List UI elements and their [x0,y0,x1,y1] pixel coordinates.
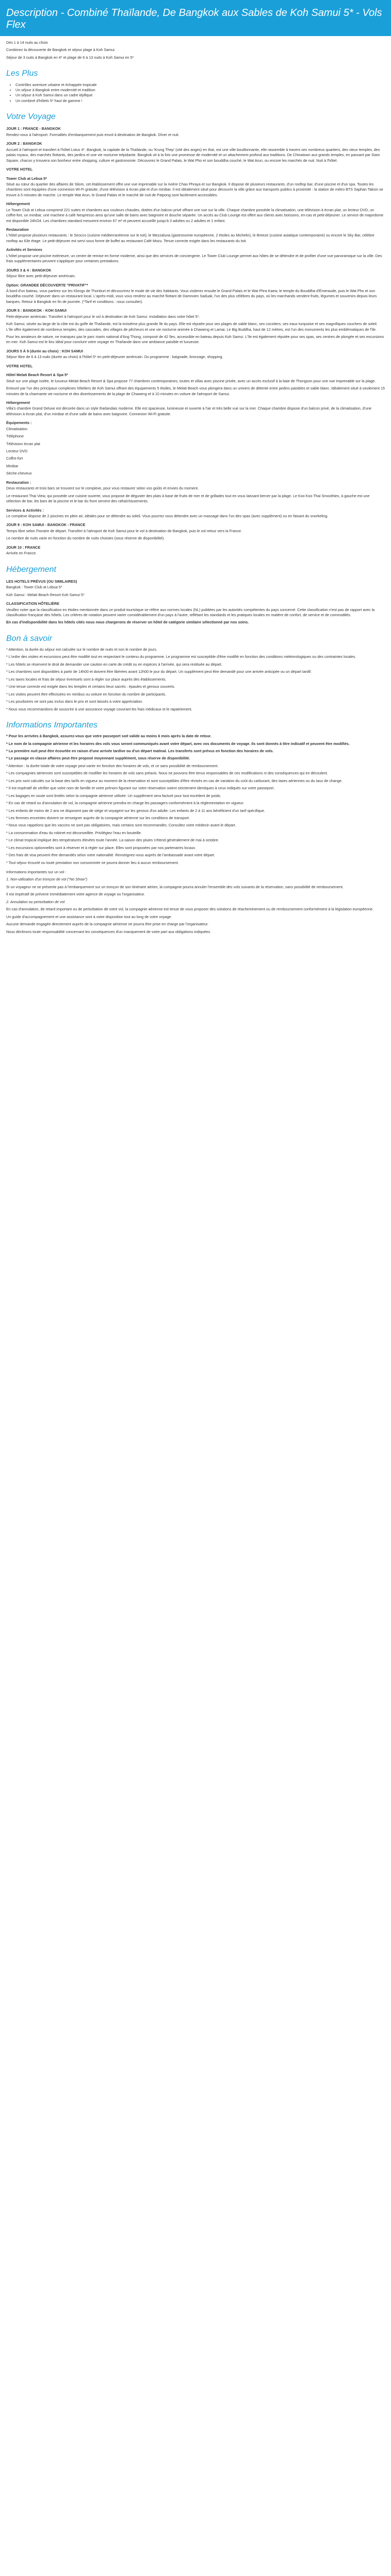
restauration-label: Restauration : [6,480,31,485]
footer-item: Il est impératif de prévenir immédiatement votre agence de voyage ou l'organisateur. [6,892,145,897]
availability-note: En cas d'indisponibilité dans les hôtels cités nous nous chargerons de réserver un hôtel de catégorie similaire sélectionné par nos soins. [6,620,249,625]
day-text: Koh Samui, située au large de la côte est du golfe de Thaïlande, est la troisième plus grande île du pays. Elle est réputée pour ses plages de sable blanc, ses cocotiers, ses eaux turquoise et ses magnifiques couchers de soleil. L'île offre également de nombreux temples, des cascades, des villages de pêcheurs et une vie nocturne animée à Chaweng et Lamai. Le Big Buddha, haut de 12 mètres, est l'un des monuments les plus emblématiques de l'île. [6,321,378,332]
day-title: JOUR 5 : BANGKOK - KOH SAMUI [6,308,67,313]
important-note: * Le passage en classe affaires peut être proposé moyennant supplément, sous réserve de disponibilité. [6,756,190,761]
day-text: Séjour libre avec petit-déjeuner américain. [6,274,76,279]
bon-a-savoir-heading: Bon à savoir [6,634,52,643]
equipement-item: Lecteur DVD [6,449,28,453]
equipement-item: Sèche-cheveux [6,471,32,476]
plus-item: • Un séjour à Koh Samui dans un cadre idyllique [15,93,385,98]
page-title: Description - Combiné Thaïlande, De Bangkok aux Sables de Koh Samui 5* - Vols Flex [6,7,382,30]
plus-heading: Les Plus [6,69,38,78]
note: * L'ordre des visites et excursions peut être modifié tout en respectant le contenu du programme. Le programme est susceptible d'être modifié en fonction des conditions météorologiques ou des contraintes locales. [6,654,356,659]
restauration-text: Deux restaurants et trois bars se trouvent sur le complexe, pour vous restaurer selon vos goûts et envies du moment. [6,486,199,491]
main-content [0,36,391,935]
info-note: * Il est impératif de vérifier que votre nom de famille et votre prénom figurant sur votre réservation soient strictement identiques à ceux indiqués sur votre passeport. [6,786,275,791]
services-text: Le complexe dispose de 2 piscines en plein air, idéales pour se détendre au soleil. Vous pourrez vous détendre avec un massage dans l'un des spas (avec supplément) ou en faisant du snorkeling. [6,513,329,518]
infos-bold-list [6,734,385,761]
important-note: * Pour les arrivées à Bangkok, assurez-vous que votre passeport soit valide au moins 6 mois après la date de retour. [6,734,211,739]
flight-info-footer [6,870,385,935]
plus-item: • Un combiné d'hôtels 5* haut de gamme ! [15,98,385,104]
hotels-label: LES HOTELS PRÉVUS (OU SIMILAIRES) [6,579,77,584]
day-text: Arrivée en France. [6,551,37,556]
info-note: * Le climat tropical implique des températures élevées toute l'année. La saison des pluies s'étend généralement de mai à octobre. [6,838,219,843]
info-note: * Tout séjour écourté ou toute prestation non consommée ne pourra donner lieu à aucun remboursement. [6,860,179,865]
activites-text: L'hôtel propose une piscine extérieure, un centre de remise en forme moderne, ainsi que des services de conciergerie. Le Tower Club Lounge permet aux hôtes de se détendre et de profiter d'une vue panoramique sur la ville. Des frais supplémentaires peuvent s'appliquer pour certaines prestations. [6,253,382,264]
day-title: JOUR 1 : FRANCE - BANGKOK [6,126,61,131]
day-title: JOUR 10 : FRANCE [6,545,41,550]
hotel-line: Bangkok : Tower Club at Lebua 5* [6,585,62,590]
footer-intro: Informations importantes sur un vol : [6,870,67,874]
note: * Les visites peuvent être effectuées en minibus ou voiture en fonction du nombre de participants. [6,691,166,697]
info-note: * La consommation d'eau du robinet est déconseillée. Privilégiez l'eau en bouteille. [6,830,142,835]
hotel-description: Le Tower Club at Lebua comprend 221 suites et chambres aux couleurs chaudes, dotées d'un balcon privé offrant une vue sur la ville. Chaque chambre possède la climatisation, une télévision à écran plat, un lecteur DVD, un coffre-fort, un minibar, une machine à café Nespresso ainsi qu'une salle de bains avec baignoire et douche séparée. Un accès au Club Lounge est offert aux clients avec boissons, en-cas et petit-déjeuner. Le service de majordome est disponible 24h/24. Les chambres standard mesurent environ 67 m² et peuvent accueillir jusqu'à 3 adultes ou 2 adultes et 1 enfant. [6,207,384,223]
equipement-item: Climatisation [6,426,28,431]
infos-list [6,764,385,866]
day-title: JOUR 9 : KOH SAMUI - BANGKOK - FRANCE [6,522,86,528]
day-text: Le nombre de nuits varie en fonction du nombre de nuits choisies (sous réserve de disponibilité). [6,536,165,541]
info-note: * En cas de retard ou d'annulation de vol, la compagnie aérienne prendra en charge les passagers conformément à la réglementation en vigueur. [6,801,245,806]
note: * Attention, la durée du séjour est calculée sur le nombre de nuits et non le nombre de jours. [6,647,157,652]
hotel-description: Entouré par l'un des principaux complexes hôteliers de Koh Samui offrant des équipements 5 étoiles, le Melati Beach vous plongera dans un univers de détente entre jardins paisibles et sable blanc. Idéalement situé à seulement 15 minutes de la charmante vie nocturne et des divertissements de la plage de Chaweng et à 10 minutes en voiture de l'aéroport de Samui. [6,386,385,396]
info-note: * Les femmes enceintes doivent se renseigner auprès de la compagnie aérienne sur les conditions de transport. [6,815,190,820]
option-title: Option: GRANDEE DÉCOUVERTE "PRIVATIF"* [6,282,88,287]
info-note: * Les excursions optionnelles sont à réserver et à régler sur place. Elles sont proposées par nos partenaires locaux. [6,845,196,850]
info-note: * Des frais de visa peuvent être demandés selon votre nationalité. Renseignez-vous auprès de l'ambassade avant votre départ. [6,853,215,858]
equipements-label: Équipements : [6,420,32,426]
hotel-description: Situé au cœur du quartier des affaires de Silom, cet établissement offre une vue imprenable sur la rivière Chao Phraya et sur Bangkok. Il dispose de plusieurs restaurants, d'un rooftop bar, d'une piscine et d'un spa. Toutes les chambres sont équipées d'une connexion Wi-Fi gratuite, d'une télévision à écran plat et d'un minibar. Il est idéalement situé pour découvrir la ville grâce aux transports publics à proximité : la station de métro BTS Saphan Taksin se trouve à 5 minutes de marche. Le temple Wat Arun, le Grand Palais et le marché de nuit de Patpong sont facilement accessibles. [6,181,383,197]
day-text: Temps libre selon l'horaire de départ. Transfert à l'aéroport de Koh Samui pour le vol à destination de Bangkok, puis le vol retour vers la France. [6,528,242,533]
day-title: JOURS 3 & 4 : BANGKOK [6,267,52,273]
footer-item: Nous déclinons toute responsabilité concernant les conséquences d'un manquement de votre part aux obligations indiquées. [6,929,211,934]
equipement-item: Téléphone [6,434,24,439]
equipement-item: Coffre-fort [6,456,23,461]
equipement-item: Minibar [6,463,19,468]
footer-item: 2. Annulation ou perturbation de vol [6,899,65,904]
bon-a-savoir-list [6,647,385,712]
hotel-subheading: Hébergement [6,201,30,207]
important-note: * La première nuit peut être écourtée en raison d'une arrivée tardive ou d'un départ matinal. Les transferts sont prévus en fonction des horaires de vols. [6,749,274,753]
footer-item: 1. Non-utilisation d'un tronçon de vol ("No Show") [6,877,88,882]
note: * Les chambres sont disponibles à partir de 14h00 et doivent être libérées avant 12h00 le jour du départ. Un supplément peut être demandé pour une arrivée anticipée ou un départ tardif. [6,669,312,674]
intro-line: Dès 1 à 14 nuits au choix [6,40,48,45]
plus-item: • Contrôlez aventure urbaine et échappée tropicale [15,82,385,88]
hotel-line: Koh Samui : Melati Beach Resort Koh Samui 5* [6,592,85,597]
classification-label: CLASSIFICATION HÔTELIÈRE [6,601,59,606]
info-note: * Les bagages en soute sont limités selon la compagnie aérienne utilisée. Un supplément sera facturé pour tout excédent de poids. [6,793,221,798]
activites-label: Activités et Services [6,247,42,252]
hotel-name: Tower Club at Lebua 5* [6,176,47,181]
plus-list [6,82,385,104]
hebergement-text: Villa's chambre Grand Deluxe est décorée dans un style thaïlandais moderne. Elle est spacieuse, lumineuse et ouverte à l'air et très belle vue sur la mer. Chaque chambre dispose d'un balcon privé, de la climatisation, d'une télévision à écran plat, d'un minibar et d'une salle de bains avec baignoire. Connexion Wi-Fi gratuite. [6,406,372,416]
day-text: Petit-déjeuner américain. Transfert à l'aéroport pour le vol à destination de Koh Samui. Installation dans votre hôtel 5*. [6,314,200,319]
info-note: * Les prix sont calculés sur la base des tarifs en vigueur au moment de la réservation et sont susceptibles d'être révisés en cas de variation du coût du carburant, des taxes aériennes ou du taux de change. [6,778,343,783]
info-note: * Attention : la durée totale de votre voyage peut varier en fonction des horaires de vols, et ce sans possibilité de remboursement. [6,763,219,768]
equipement-item: Télévision écran plat [6,441,40,446]
intro-line: Séjour de 3 nuits à Bangkok en 4* et plage de 6 à 13 nuits à Koh Samui en 5* [6,55,134,60]
note: * Les pourboires ne sont pas inclus dans le prix et sont laissés à votre appréciation. [6,699,143,704]
day-text: Pour les amateurs de nature, ne manquez pas le parc marin national d'Ang Thong, composé de 42 îles, accessible en bateau depuis Koh Samui. L'île est également réputée pour ses spas, ses centres de plongée et ses excursions en mer. Koh Samui est le lieu idéal pour conclure votre voyage en Thaïlande dans une ambiance paisible et luxueuse. [6,334,384,345]
footer-item: En cas d'annulation, de retard important ou de perturbation de votre vol, la compagnie aérienne est tenue de vous proposer des solutions de réacheminement ou de remboursement conformément à la législation européenne. [6,907,374,912]
note: * Une tenue correcte est exigée dans les temples et certains lieux sacrés : épaules et genoux couverts. [6,684,175,689]
plus-item: • Un séjour à Bangkok entre modernité et tradition [15,88,385,93]
info-note: * Nous vous rappelons que les vaccins ne sont pas obligatoires, mais certains sont recommandés. Consultez votre médecin avant le départ. [6,823,236,828]
restauration-text: L'hôtel propose plusieurs restaurants : le Sirocco (cuisine méditerranéenne sur le toit), le Mezzaluna (gastronomie européenne, 2 étoiles au Michelin), le Breeze (cuisine asiatique contemporaine) ou encore le Sky Bar, célèbre rooftop au 63e étage. Le petit-déjeuner est servi sous forme de buffet au restaurant Café Mozu. Tenue correcte exigée dans les restaurants du toit. [6,233,374,243]
restauration-text: Le restaurant Thai View, qui possède une cuisine ouverte, vous propose de déguster des plats à base de fruits de mer et de grillades tout en vous laissant bercer par la plage. Le Koo Koo Thai Smoothies, à gauche est une sélection de bar, les bars de la piscine et le bar du front servent des rafraîchissements. [6,493,370,504]
restauration-label: Restauration [6,227,29,232]
intro-line: Combinez la découverte de Bangkok et séjour plage à Koh Samui. [6,47,116,53]
day-text: Rendez-vous à l'aéroport. Formalités d'embarquement puis envol à destination de Bangkok. Dîner et nuit. [6,132,180,137]
note: * Les hôtels se réservent le droit de demander une caution en carte de crédit ou en espèces à l'arrivée, qui sera restituée au départ. [6,662,222,667]
footer-item: Un guide d'accompagnement et une assistance sont à votre disposition tout au long de votre voyage. [6,914,172,919]
day-text: Séjour libre de 6 à 13 nuits (durée au choix) à l'hôtel 5* en petit-déjeuner américain. Du programme : baignade, bronzage, shopping. [6,354,223,360]
infos-heading: Informations Importantes [6,720,97,730]
day-text: Accueil à l'aéroport et transfert à l'hôtel Lotus 4*. Bangkok, la capitale de la Thaïlande, ou 'Krung Thep' (cité des anges) en thaï, est une ville bouillonnante, elle rassemble à travers ses nombreux quartiers, des vieux temples, des palais royaux, des marchés flottants, des jardins et une vie nocturne trépidante. Bangkok vit à la fois une promesse de modernité et un attachement profond aux traditions. De Chinatown aux grands temples, en passant par Siam Square, chacun y trouvera son bonheur entre shopping, culture et gastronomie. Découvrez le Grand Palais, le Wat Pho et son bouddha couché, le Wat Arun, ou encore les marchés de nuit. Nuit à l'hôtel. [6,147,380,163]
note: * Nous vous recommandons de souscrire à une assurance voyage couvrant les frais médicaux et le rapatriement. [6,706,192,711]
info-note: * Les compagnies aériennes sont susceptibles de modifier les horaires de vols sans préavis. Nous ne pouvons être tenus responsables de ces modifications ni des conséquences qui en découlent. [6,771,328,776]
important-note: * Le nom de la compagnie aérienne et les horaires des vols vous seront communiqués avant votre départ, avec vos documents de voyage. Ils sont donnés à titre indicatif et peuvent être modifiés. [6,741,350,746]
title-banner [0,0,391,36]
equipements-list [6,427,385,477]
voyage-heading: Votre Voyage [6,112,56,122]
hotel-label: VOTRE HOTEL [6,363,33,368]
services-label: Services & Activités : [6,507,44,513]
day-title: JOUR 2 : BANGKOK [6,141,42,146]
hotel-name: Hôtel Melati Beach Resort & Spa 5* [6,372,68,378]
footer-item: Aucune demande engagée directement auprès de la compagnie aérienne ne pourra être prise en charge par l'organisateur. [6,922,209,927]
hebergement-label: Hébergement [6,400,30,405]
classification-text: Veuillez noter que la classification en étoiles mentionnée dans ce produit touristique se réfère aux normes locales (NL) publiées par les autorités compétentes du pays concerné. Cette classification n'est pas de rapport avec la classification française des hôtels. Les critères de notation peuvent varier considérablement d'un pays à l'autre, reflétant les standards et les pratiques locales en matière de confort, de service et de commodités. [6,607,375,617]
info-note: * Les enfants de moins de 2 ans ne disposent pas de siège et voyagent sur les genoux d'un adulte. Les enfants de 2 à 11 ans bénéficient d'un tarif spécifique. [6,808,265,813]
intro [6,40,385,60]
hebergement-heading: Hébergement [6,565,56,574]
option-text: À bord d'un bateau, vous partirez sur les Klongs de Thonburi et découvrirez le mode de vie des habitants. Vous visiterez ensuite le Grand Palais et le Wat Phra Kaew, le temple du Bouddha d'Émeraude, puis le Wat Pho et son bouddha couché. Déjeuner dans un restaurant local. L'après-midi, vous vous rendrez au marché flottant de Damnoen Saduak, l'un des plus célèbres du pays, où les marchands vendent fruits, légumes et souvenirs depuis leurs barques. Retour à Bangkok en fin de journée. (*Tarif et conditions : nous consulter). [6,288,377,304]
hotel-label: VOTRE HOTEL [6,167,33,172]
day-title: JOURS 5 À 9 (durée au choix) : KOH SAMUI [6,348,83,353]
footer-item: Si un voyageur ne se présente pas à l'embarquement sur un tronçon de son itinéraire aérien, la compagnie pourra annuler l'ensemble des vols suivants de la réservation, sans possibilité de remboursement. [6,884,344,889]
note: * Les taxes locales et frais de séjour éventuels sont à régler sur place auprès des établissements. [6,676,167,682]
hotel-description: Situé sur une plage isolée, le luxueux Melati Beach Resort & Spa propose 77 chambres contemporaines, toutes et villas avec piscine privée, avec un accès exclusif à la baie de Thongson pour une vue imprenable sur la plage. [6,378,376,383]
